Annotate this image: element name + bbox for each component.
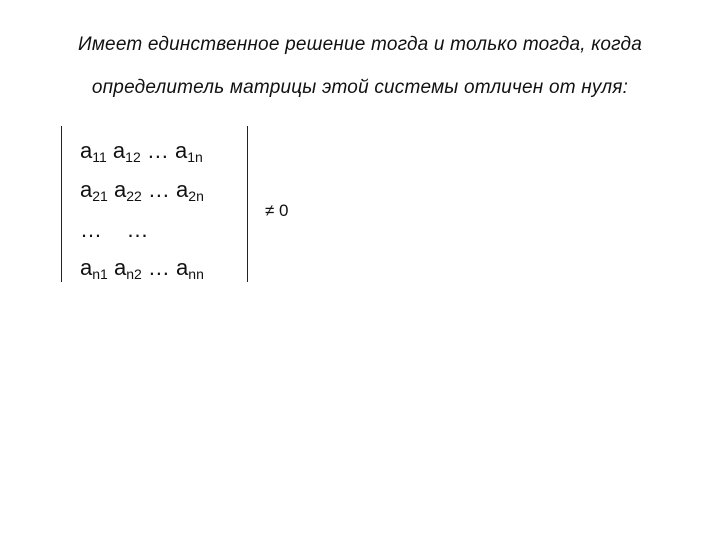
matrix-element: $a_{11}$ bbox=[80, 138, 107, 165]
matrix-element: $a_{12}$ bbox=[112, 138, 141, 165]
matrix-element: $a_{21}$ bbox=[80, 177, 108, 204]
determinant-row bbox=[80, 179, 204, 203]
ellipsis: … bbox=[146, 138, 169, 163]
text-line-1: Имеет единственное решение тогда и только тогда, когда bbox=[78, 34, 642, 55]
matrix-element: $a_{n2}$ bbox=[113, 255, 142, 282]
matrix-element: $a_{2n}$ bbox=[176, 177, 204, 204]
not-equal-zero: ≠ 0 bbox=[265, 201, 289, 220]
determinant bbox=[61, 126, 248, 282]
matrix-element: $a_{22}$ bbox=[113, 177, 142, 204]
matrix-element: $a_{nn}$ bbox=[176, 255, 204, 282]
determinant-row bbox=[80, 140, 203, 164]
ellipsis: … bbox=[147, 255, 170, 280]
determinant-row bbox=[80, 219, 148, 241]
determinant-row bbox=[80, 257, 204, 281]
ellipsis: … bbox=[147, 177, 170, 202]
ellipsis: … bbox=[126, 217, 149, 242]
text-line-2: определитель матрицы этой системы отличен от нуля: bbox=[91, 77, 629, 98]
matrix-element: $a_{n1}$ bbox=[80, 255, 108, 282]
ellipsis: … bbox=[80, 217, 102, 242]
matrix-element: $a_{1n}$ bbox=[175, 138, 203, 165]
